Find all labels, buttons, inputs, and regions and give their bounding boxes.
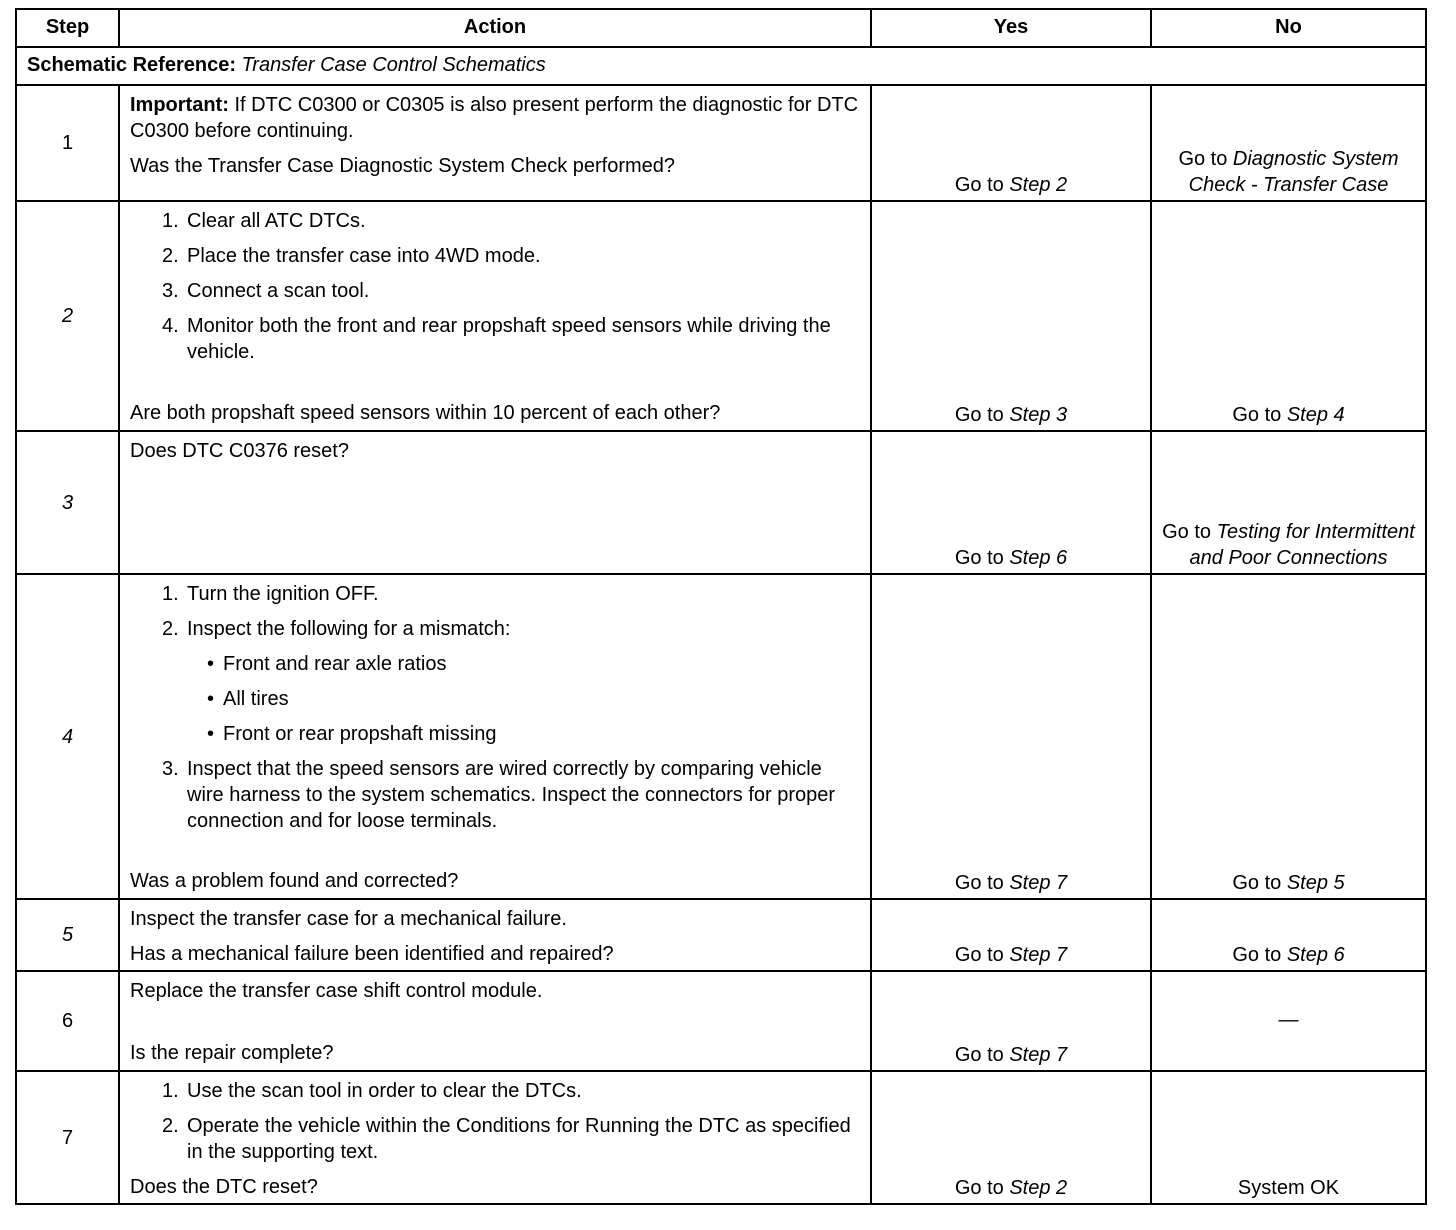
bullet-text: All tires [223, 688, 289, 710]
action-list-item [130, 756, 860, 834]
no-cell [1152, 900, 1427, 972]
action-body [130, 906, 860, 941]
schematic-label: Schematic Reference: [27, 54, 236, 76]
yes-result[interactable] [955, 1042, 1067, 1068]
no-result[interactable] [1152, 146, 1425, 198]
action-question: Was a problem found and corrected? [130, 870, 459, 892]
yes-link[interactable]: Step 7 [1009, 944, 1068, 966]
action-text [130, 438, 860, 464]
action-body [130, 581, 860, 843]
action-cell [120, 86, 872, 202]
no-cell [1152, 1072, 1427, 1205]
item-number: 2. [162, 245, 179, 267]
yes-cell [872, 575, 1152, 900]
no-prefix: Go to [1232, 404, 1287, 426]
no-link[interactable]: Step 4 [1286, 404, 1345, 426]
action-list-item [130, 616, 860, 642]
no-link[interactable]: Testing for Intermittent and Poor Connections [1189, 521, 1415, 569]
schematic-reference [17, 48, 1427, 86]
step-number: 1 [17, 86, 120, 202]
item-number: 2. [162, 618, 179, 640]
no-text: — [1278, 1009, 1299, 1031]
action-text-content: Inspect the transfer case for a mechanical failure. [130, 908, 567, 930]
action-list-item [130, 313, 860, 365]
action-bullet-item [130, 686, 860, 712]
yes-cell [872, 1072, 1152, 1205]
step-number: 5 [17, 900, 120, 972]
yes-prefix: Go to [954, 174, 1010, 196]
no-cell [1152, 86, 1427, 202]
action-list-item [130, 1078, 860, 1104]
item-text: Operate the vehicle within the Conditions for Running the DTC as specified in the supporting text. [187, 1115, 851, 1163]
yes-cell [872, 202, 1152, 432]
item-text: Use the scan tool in order to clear the DTCs. [187, 1080, 582, 1102]
yes-prefix: Go to [954, 547, 1010, 569]
yes-cell [872, 972, 1152, 1072]
yes-prefix: Go to [954, 872, 1010, 894]
action-body [130, 92, 860, 188]
item-number: 1. [162, 583, 179, 605]
no-cell [1152, 432, 1427, 575]
action-list-item [130, 581, 860, 607]
action-list-item [130, 208, 860, 234]
item-text: Inspect the following for a mismatch: [187, 618, 511, 640]
yes-result[interactable] [955, 172, 1067, 198]
bullet-icon: • [207, 723, 215, 745]
action-list-item [130, 1113, 860, 1165]
yes-result[interactable] [955, 870, 1067, 896]
action-question: Does the DTC reset? [130, 1176, 318, 1198]
item-text: Turn the ignition OFF. [187, 583, 379, 605]
item-number: 2. [162, 1115, 179, 1137]
no-text: System OK [1237, 1177, 1340, 1199]
yes-link[interactable]: Step 2 [1009, 1177, 1068, 1199]
bullet-text: Front or rear propshaft missing [223, 723, 497, 745]
diagnostic-table [15, 8, 1427, 1205]
yes-link[interactable]: Step 3 [1009, 404, 1068, 426]
no-cell [1152, 972, 1427, 1072]
item-text: Inspect that the speed sensors are wired correctly by comparing vehicle wire harness to the system schematics. Inspect the connectors for proper connection and for loose terminals. [187, 758, 836, 832]
no-prefix: Go to [1232, 944, 1287, 966]
item-number: 3. [162, 758, 179, 780]
important-label: Important: [130, 94, 229, 116]
yes-prefix: Go to [954, 1044, 1010, 1066]
action-text [130, 153, 860, 179]
action-text-content: Replace the transfer case shift control module. [130, 980, 543, 1002]
yes-prefix: Go to [954, 944, 1010, 966]
item-text: Place the transfer case into 4WD mode. [187, 245, 541, 267]
action-text-content: Was the Transfer Case Diagnostic System Check performed? [130, 155, 676, 177]
item-number: 1. [162, 1080, 179, 1102]
yes-result[interactable] [955, 942, 1067, 968]
no-result [1238, 1175, 1339, 1201]
action-body [130, 438, 860, 473]
item-number: 1. [162, 210, 179, 232]
yes-prefix: Go to [954, 404, 1010, 426]
action-question: Has a mechanical failure been identified and repaired? [130, 943, 614, 965]
yes-link[interactable]: Step 7 [1009, 872, 1068, 894]
item-text: Clear all ATC DTCs. [187, 210, 366, 232]
yes-result[interactable] [955, 402, 1067, 428]
action-body [130, 978, 860, 1013]
action-question: Is the repair complete? [130, 1042, 334, 1064]
no-cell [1152, 575, 1427, 900]
no-result[interactable] [1232, 402, 1344, 428]
header-no: No [1152, 10, 1427, 48]
action-text-content: If DTC C0300 or C0305 is also present perform the diagnostic for DTC C0300 before continuing. [130, 94, 859, 142]
yes-link[interactable]: Step 6 [1009, 547, 1068, 569]
action-cell [120, 202, 872, 432]
yes-link[interactable]: Step 2 [1009, 174, 1068, 196]
yes-result[interactable] [955, 545, 1067, 571]
item-number: 3. [162, 280, 179, 302]
yes-link[interactable]: Step 7 [1009, 1044, 1068, 1066]
no-cell [1152, 202, 1427, 432]
action-cell [120, 432, 872, 575]
step-number: 4 [17, 575, 120, 900]
action-cell [120, 900, 872, 972]
yes-cell [872, 432, 1152, 575]
no-link[interactable]: Diagnostic System Check - Transfer Case [1188, 148, 1399, 196]
action-body [130, 208, 860, 374]
header-action: Action [120, 10, 872, 48]
yes-cell [872, 86, 1152, 202]
item-text: Connect a scan tool. [187, 280, 370, 302]
schematic-link[interactable]: Transfer Case Control Schematics [241, 54, 546, 76]
action-bullet-item [130, 721, 860, 747]
no-prefix: Go to [1162, 521, 1217, 543]
item-text: Monitor both the front and rear propshaft speed sensors while driving the vehicle. [187, 315, 831, 363]
action-text [130, 978, 860, 1004]
no-result[interactable] [1232, 870, 1344, 896]
no-result[interactable] [1152, 519, 1425, 571]
step-number: 7 [17, 1072, 120, 1205]
no-prefix: Go to [1178, 148, 1233, 170]
action-cell [120, 1072, 872, 1205]
yes-prefix: Go to [954, 1177, 1010, 1199]
yes-result[interactable] [955, 1175, 1067, 1201]
action-question: Are both propshaft speed sensors within 10 percent of each other? [130, 402, 721, 424]
action-list-item [130, 243, 860, 269]
action-cell [120, 575, 872, 900]
action-text-content: Does DTC C0376 reset? [130, 440, 349, 462]
no-result[interactable] [1232, 942, 1344, 968]
item-number: 4. [162, 315, 179, 337]
action-bullet-item [130, 651, 860, 677]
yes-cell [872, 900, 1152, 972]
no-link[interactable]: Step 5 [1286, 872, 1345, 894]
bullet-icon: • [207, 688, 215, 710]
action-cell [120, 972, 872, 1072]
action-body [130, 1078, 860, 1174]
step-number: 2 [17, 202, 120, 432]
bullet-text: Front and rear axle ratios [223, 653, 447, 675]
action-list-item [130, 278, 860, 304]
bullet-icon: • [207, 653, 215, 675]
no-result [1279, 1007, 1299, 1033]
header-step: Step [17, 10, 120, 48]
step-number: 6 [17, 972, 120, 1072]
header-yes: Yes [872, 10, 1152, 48]
no-prefix: Go to [1232, 872, 1287, 894]
action-text [130, 92, 860, 144]
action-text [130, 906, 860, 932]
step-number: 3 [17, 432, 120, 575]
no-link[interactable]: Step 6 [1286, 944, 1345, 966]
